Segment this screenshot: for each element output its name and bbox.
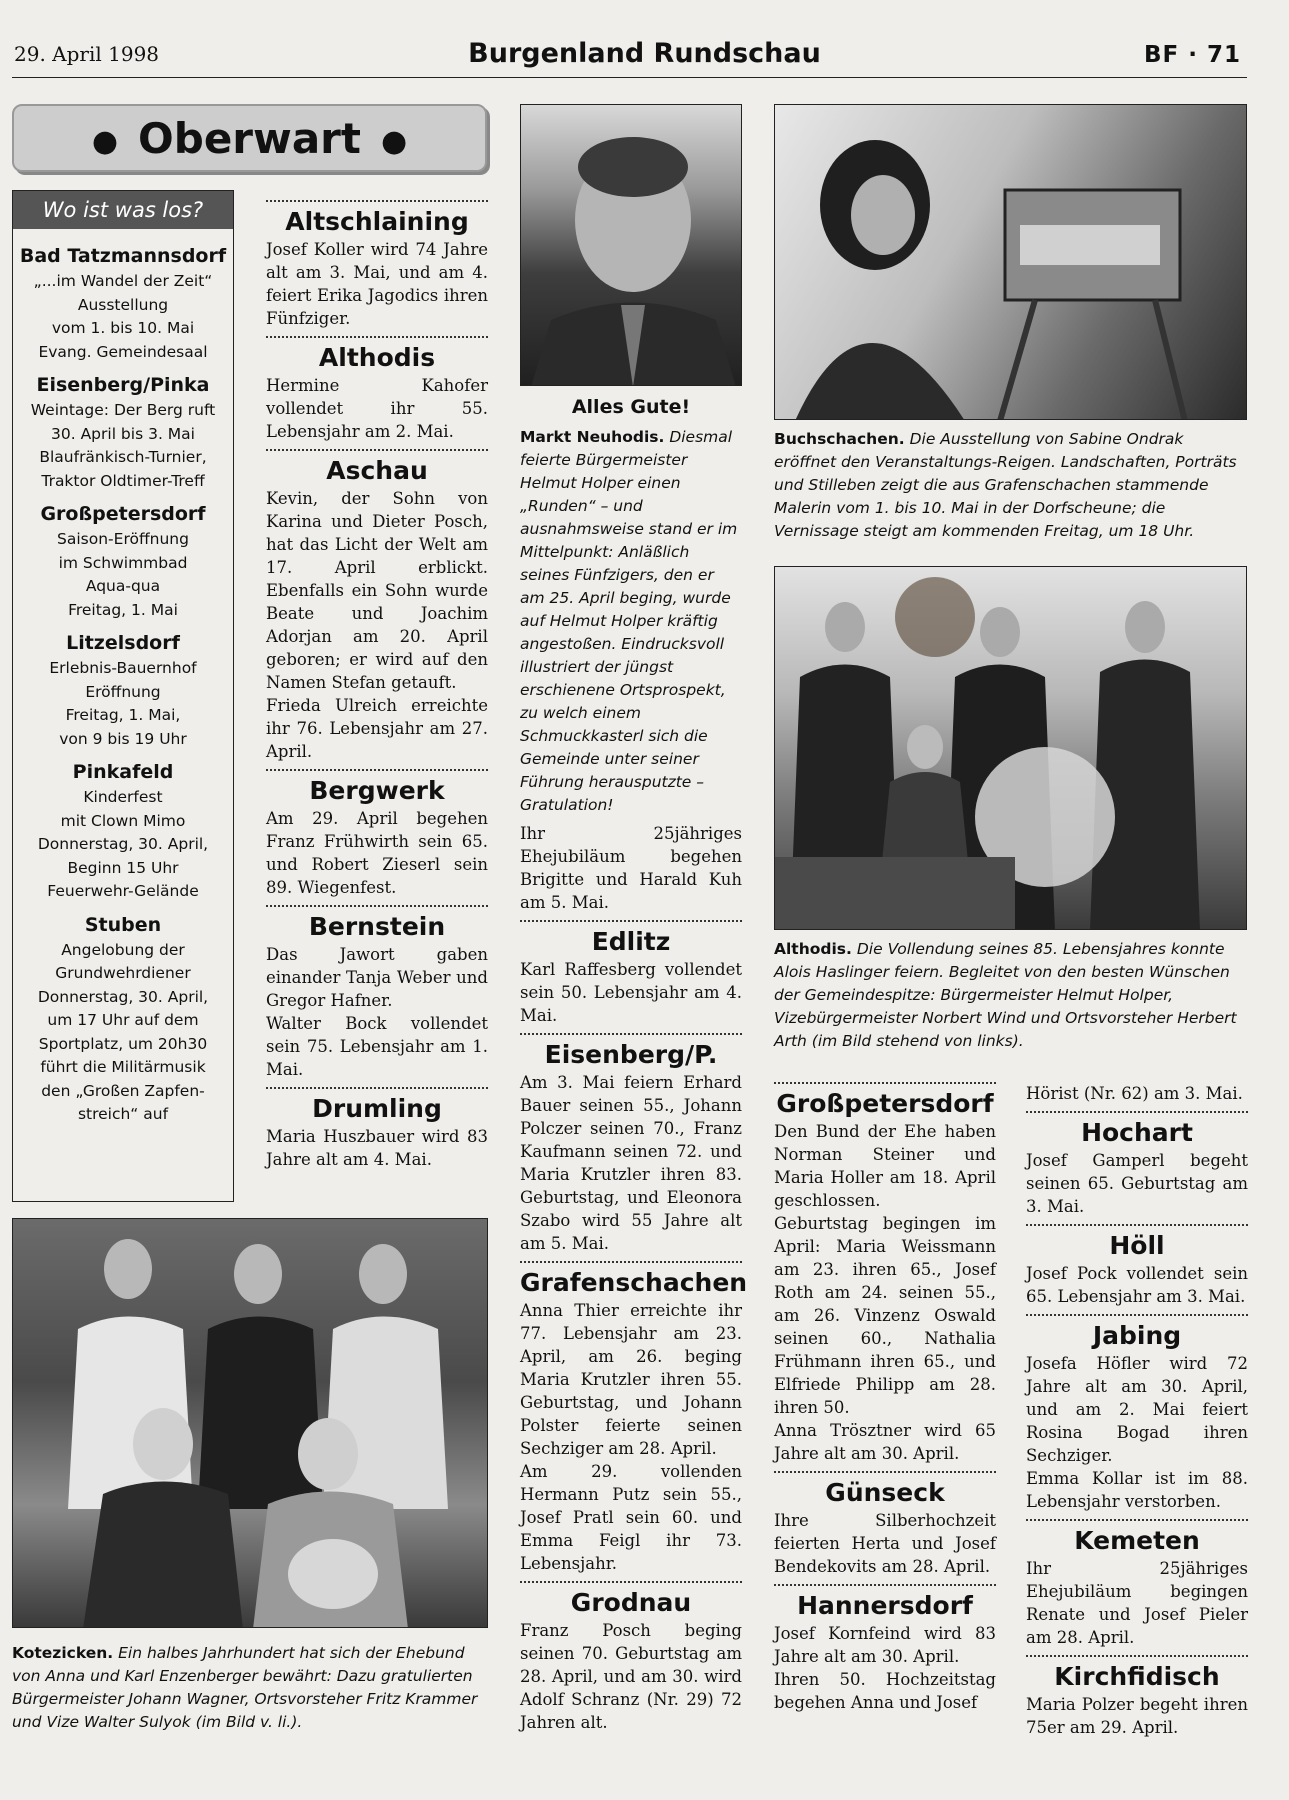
dotted-separator xyxy=(1026,1224,1248,1226)
event-place: Eisenberg/Pinka xyxy=(36,374,210,396)
portrait-figure-icon xyxy=(521,105,742,386)
event-detail: Donnerstag, 30. April, xyxy=(37,835,209,853)
event-detail: den „Großen Zapfen- xyxy=(41,1081,205,1100)
town-news-text: Josef Pock vollendet sein 65. Lebensjahr am 3. Mai. xyxy=(1026,1264,1248,1306)
event-detail: Evang. Gemeindesaal xyxy=(38,342,208,361)
event-place: Bad Tatzmannsdorf xyxy=(19,245,227,267)
neuhodis-caption xyxy=(520,426,742,817)
dotted-separator xyxy=(520,1581,742,1583)
town-heading: Kirchfidisch xyxy=(1054,1662,1220,1691)
region-title: Oberwart xyxy=(138,114,361,163)
althodis-photo xyxy=(774,566,1247,930)
column-4 xyxy=(774,1076,996,1714)
kotezicken-photo xyxy=(12,1218,488,1628)
town-heading: Eisenberg/P. xyxy=(544,1040,718,1069)
dotted-separator xyxy=(1026,1111,1248,1113)
dotted-separator xyxy=(266,1087,488,1089)
dotted-separator xyxy=(266,449,488,451)
town-news-text: Josef Kornfeind wird 83 Jahre alt am 30. April. xyxy=(774,1624,996,1666)
event-place: Pinkafeld xyxy=(72,761,174,783)
town-heading: Drumling xyxy=(312,1094,442,1123)
caption-text: Ein halbes Jahrhundert hat sich der Ehebund von Anna und Karl Enzenberger bewährt: Dazu gratulierten Bürgermeister Johann Wagner, Ortsvorsteher Fritz Krammer und Vize Walter Sulyok (im Bild v. li.). xyxy=(12,1644,478,1731)
town-heading: Jabing xyxy=(1092,1321,1182,1350)
town-news-text: Frieda Ulreich erreichte ihr 76. Lebensjahr am 27. April. xyxy=(266,696,488,761)
event-place: Stuben xyxy=(84,913,162,936)
dotted-separator xyxy=(266,905,488,907)
town-news-text: Kevin, der Sohn von Karina und Dieter Posch, hat das Licht der Welt am 17. April erblickt. Ebenfalls ein Sohn wurde Beate und Joachim Adorjan am 20. April geboren; er wird auf den Namen Stefan getauft. xyxy=(266,489,488,692)
event-detail: Grundwehrdiener xyxy=(55,964,191,982)
dotted-separator xyxy=(520,920,742,922)
events-heading: Wo ist was los? xyxy=(13,191,233,229)
dotted-separator xyxy=(774,1584,996,1586)
event-detail: Kinderfest xyxy=(83,788,163,806)
town-news-text: Emma Kollar ist im 88. Lebensjahr verstorben. xyxy=(1026,1469,1248,1511)
event-detail: Freitag, 1. Mai xyxy=(68,600,178,619)
caption-text: Diesmal feierte Bürgermeister Helmut Holper einen „Runden“ – und ausnahmsweise stand er im Mittelpunkt: Anläßlich seines Fünfzigers, den er am 25. April beging, wurde auf Helmut Holper kräftig angestoßen. Eindrucksvoll illustriert der jüngst erschienene Ortsprospekt, zu welch einem Schmuckkasterl sich die Gemeinde unter seiner Führung herausputzte – Gratulation! xyxy=(520,428,738,814)
caption-text: Die Ausstellung von Sabine Ondrak eröffnet den Veranstaltungs-Reigen. Landschaften, Porträts und Stilleben zeigt die aus Grafenschachen stammende Malerin vom 1. bis 10. Mai in der Dorfscheune; die Vernissage steigt am kommenden Freitag, um 18 Uhr. xyxy=(774,430,1237,540)
town-heading: Edlitz xyxy=(591,927,671,956)
header-rule xyxy=(12,77,1247,78)
dotted-separator xyxy=(266,200,488,202)
group-figures-icon xyxy=(775,567,1247,930)
event-detail: Weintage: Der Berg ruft xyxy=(30,401,216,419)
portrait-photo xyxy=(520,104,742,386)
bullet-icon: ● xyxy=(91,123,119,159)
town-heading: Bernstein xyxy=(308,912,446,941)
town-news-text: Karl Raffesberg vollendet sein 50. Lebensjahr am 4. Mai. xyxy=(520,960,742,1025)
town-news-text: Josef Koller wird 74 Jahre alt am 3. Mai, und am 4. feiert Erika Jagodics ihren Fünfziger. xyxy=(266,240,488,328)
column-3 xyxy=(520,822,748,1734)
town-news-text: Geburtstag begingen im April: Maria Weissmann am 23. ihren 65., Josef Roth am 24. seinen 55., am 26. Vinzenz Oswald seinen 60., Nathalia Frühmann ihren 65., und Elfriede Philipp am 28. ihren 50. xyxy=(774,1214,996,1417)
buchschachen-caption xyxy=(774,428,1247,543)
event-detail: vom 1. bis 10. Mai xyxy=(51,319,195,337)
town-news-text: Franz Posch beging seinen 70. Geburtstag am 28. April, und am 30. wird Adolf Schranz (Nr. 29) 72 Jahren alt. xyxy=(520,1621,742,1732)
town-news-text: Am 29. vollenden Hermann Putz sein 55., Josef Pratl sein 60. und Emma Feigl ihr 73. Lebensjahr. xyxy=(520,1462,742,1573)
town-news-text: Walter Bock vollendet sein 75. Lebensjahr am 1. Mai. xyxy=(266,1014,488,1079)
event-detail: von 9 bis 19 Uhr xyxy=(59,729,187,748)
town-heading: Höll xyxy=(1109,1231,1165,1260)
event-place: Litzelsdorf xyxy=(66,632,180,654)
town-heading: Grafenschachen xyxy=(520,1268,748,1297)
event-detail: um 17 Uhr auf dem xyxy=(47,1011,199,1029)
town-news-text: Hermine Kahofer vollendet ihr 55. Lebensjahr am 2. Mai. xyxy=(266,376,488,441)
anniversary-group-icon xyxy=(13,1219,488,1628)
events-list xyxy=(13,229,233,1133)
dotted-separator xyxy=(520,1033,742,1035)
dotted-separator xyxy=(1026,1314,1248,1316)
town-news-text: Josef Gamperl begeht seinen 65. Geburtstag am 3. Mai. xyxy=(1026,1151,1248,1216)
dotted-separator xyxy=(1026,1519,1248,1521)
town-heading: Bergwerk xyxy=(309,776,445,805)
photo-title: Alles Gute! xyxy=(571,396,691,418)
dotted-separator xyxy=(1026,1655,1248,1657)
event-detail: Eröffnung xyxy=(85,682,161,701)
town-news-text: Anna Thier erreichte ihr 77. Lebensjahr am 23. April, am 26. beging Maria Krutzler ihren 55. Geburtstag, und Johann Polster feierte seinen Sechziger am 28. April. xyxy=(520,1301,742,1458)
event-detail: „...im Wandel der Zeit“ xyxy=(33,272,213,290)
event-detail: Beginn 15 Uhr xyxy=(67,858,179,877)
caption-place: Althodis. xyxy=(774,940,852,958)
event-detail: Angelobung der xyxy=(61,940,185,959)
event-detail: 30. April bis 3. Mai xyxy=(51,424,195,443)
dotted-separator xyxy=(266,336,488,338)
newspaper-title: Burgenland Rundschau xyxy=(468,38,821,69)
issue-date: 29. April 1998 xyxy=(14,42,160,66)
event-detail: Donnerstag, 30. April, xyxy=(37,987,209,1006)
town-heading: Althodis xyxy=(318,343,436,372)
town-news-text: Ihr 25jähriges Ehejubiläum begingen Renate und Josef Pieler am 28. April. xyxy=(1026,1559,1248,1647)
town-news-text: Ihre Silberhochzeit feierten Herta und Josef Bendekovits am 28. April. xyxy=(774,1511,996,1576)
column-5 xyxy=(1026,1082,1248,1739)
bullet-icon: ● xyxy=(380,123,408,159)
painter-easel-icon xyxy=(775,105,1247,420)
dotted-separator xyxy=(266,769,488,771)
event-detail: streich“ auf xyxy=(77,1105,169,1123)
caption-text: Die Vollendung seines 85. Lebensjahres konnte Alois Haslinger feiern. Begleitet von den besten Wünschen der Gemeindespitze: Bürgermeister Helmut Holper, Vizebürgermeister Norbert Wind und Ortsvorsteher Herbert Arth (im Bild stehend von links). xyxy=(774,940,1237,1050)
event-detail: Freitag, 1. Mai, xyxy=(65,706,181,724)
column-2 xyxy=(266,194,488,1171)
kotezicken-caption xyxy=(12,1642,488,1734)
column-5-lead: Hörist (Nr. 62) am 3. Mai. xyxy=(1026,1084,1243,1103)
caption-place: Kotezicken. xyxy=(12,1644,114,1662)
column-3-intro: Ihr 25jähriges Ehejubiläum begehen Brigitte und Harald Kuh am 5. Mai. xyxy=(520,824,742,912)
event-detail: im Schwimmbad xyxy=(58,553,188,572)
dotted-separator xyxy=(774,1471,996,1473)
dotted-separator xyxy=(520,1261,742,1263)
town-heading: Günseck xyxy=(825,1478,945,1507)
region-banner xyxy=(12,104,487,172)
town-heading: Großpetersdorf xyxy=(776,1089,994,1118)
page-number: BF · 71 xyxy=(1143,42,1241,68)
event-detail: Erlebnis-Bauernhof xyxy=(49,659,197,677)
caption-place: Markt Neuhodis. xyxy=(520,428,665,446)
event-place: Großpetersdorf xyxy=(40,503,206,525)
event-detail: führt die Militärmusik xyxy=(40,1058,206,1076)
event-detail: Saison-Eröffnung xyxy=(57,530,189,548)
event-detail: Traktor Oldtimer-Treff xyxy=(41,471,205,490)
althodis-caption xyxy=(774,938,1247,1053)
event-detail: Sportplatz, um 20h30 xyxy=(38,1034,208,1053)
event-detail: Feuerwehr-Gelände xyxy=(47,882,199,900)
event-detail: Aqua-qua xyxy=(85,577,161,595)
town-news-text: Den Bund der Ehe haben Norman Steiner und Maria Holler am 18. April geschlossen. xyxy=(774,1122,996,1210)
town-news-text: Das Jawort gaben einander Tanja Weber und Gregor Hafner. xyxy=(266,945,488,1010)
town-heading: Grodnau xyxy=(570,1588,692,1617)
dotted-separator xyxy=(774,1082,996,1084)
town-news-text: Maria Huszbauer wird 83 Jahre alt am 4. Mai. xyxy=(266,1127,488,1169)
town-heading: Kemeten xyxy=(1074,1526,1200,1555)
event-detail: Blaufränkisch-Turnier, xyxy=(39,448,207,466)
event-detail: Ausstellung xyxy=(77,295,169,314)
buchschachen-photo xyxy=(774,104,1247,420)
events-box xyxy=(12,190,234,1202)
town-heading: Aschau xyxy=(326,456,428,485)
town-news-text: Maria Polzer begeht ihren 75er am 29. April. xyxy=(1026,1695,1248,1737)
town-heading: Hochart xyxy=(1081,1118,1193,1147)
town-news-text: Am 3. Mai feiern Erhard Bauer seinen 55., Johann Polczer seinen 70., Franz Kaufmann seinen 72. und Maria Krutzler ihren 83. Geburtstag, und Eleonora Szabo wird 55 Jahre alt am 5. Mai. xyxy=(520,1073,742,1253)
town-heading: Altschlaining xyxy=(285,207,469,236)
town-news-text: Josefa Höfler wird 72 Jahre alt am 30. April, und am 2. Mai feiert Rosina Bogad ihren Sechziger. xyxy=(1026,1354,1248,1465)
town-news-text: Ihren 50. Hochzeitstag begehen Anna und Josef xyxy=(774,1670,996,1712)
town-news-text: Anna Trösztner wird 65 Jahre alt am 30. April. xyxy=(774,1421,996,1463)
event-detail: mit Clown Mimo xyxy=(60,811,186,830)
town-heading: Hannersdorf xyxy=(797,1591,973,1620)
caption-place: Buchschachen. xyxy=(774,430,905,448)
town-news-text: Am 29. April begehen Franz Frühwirth sein 65. und Robert Zieserl sein 89. Wiegenfest. xyxy=(266,809,488,897)
